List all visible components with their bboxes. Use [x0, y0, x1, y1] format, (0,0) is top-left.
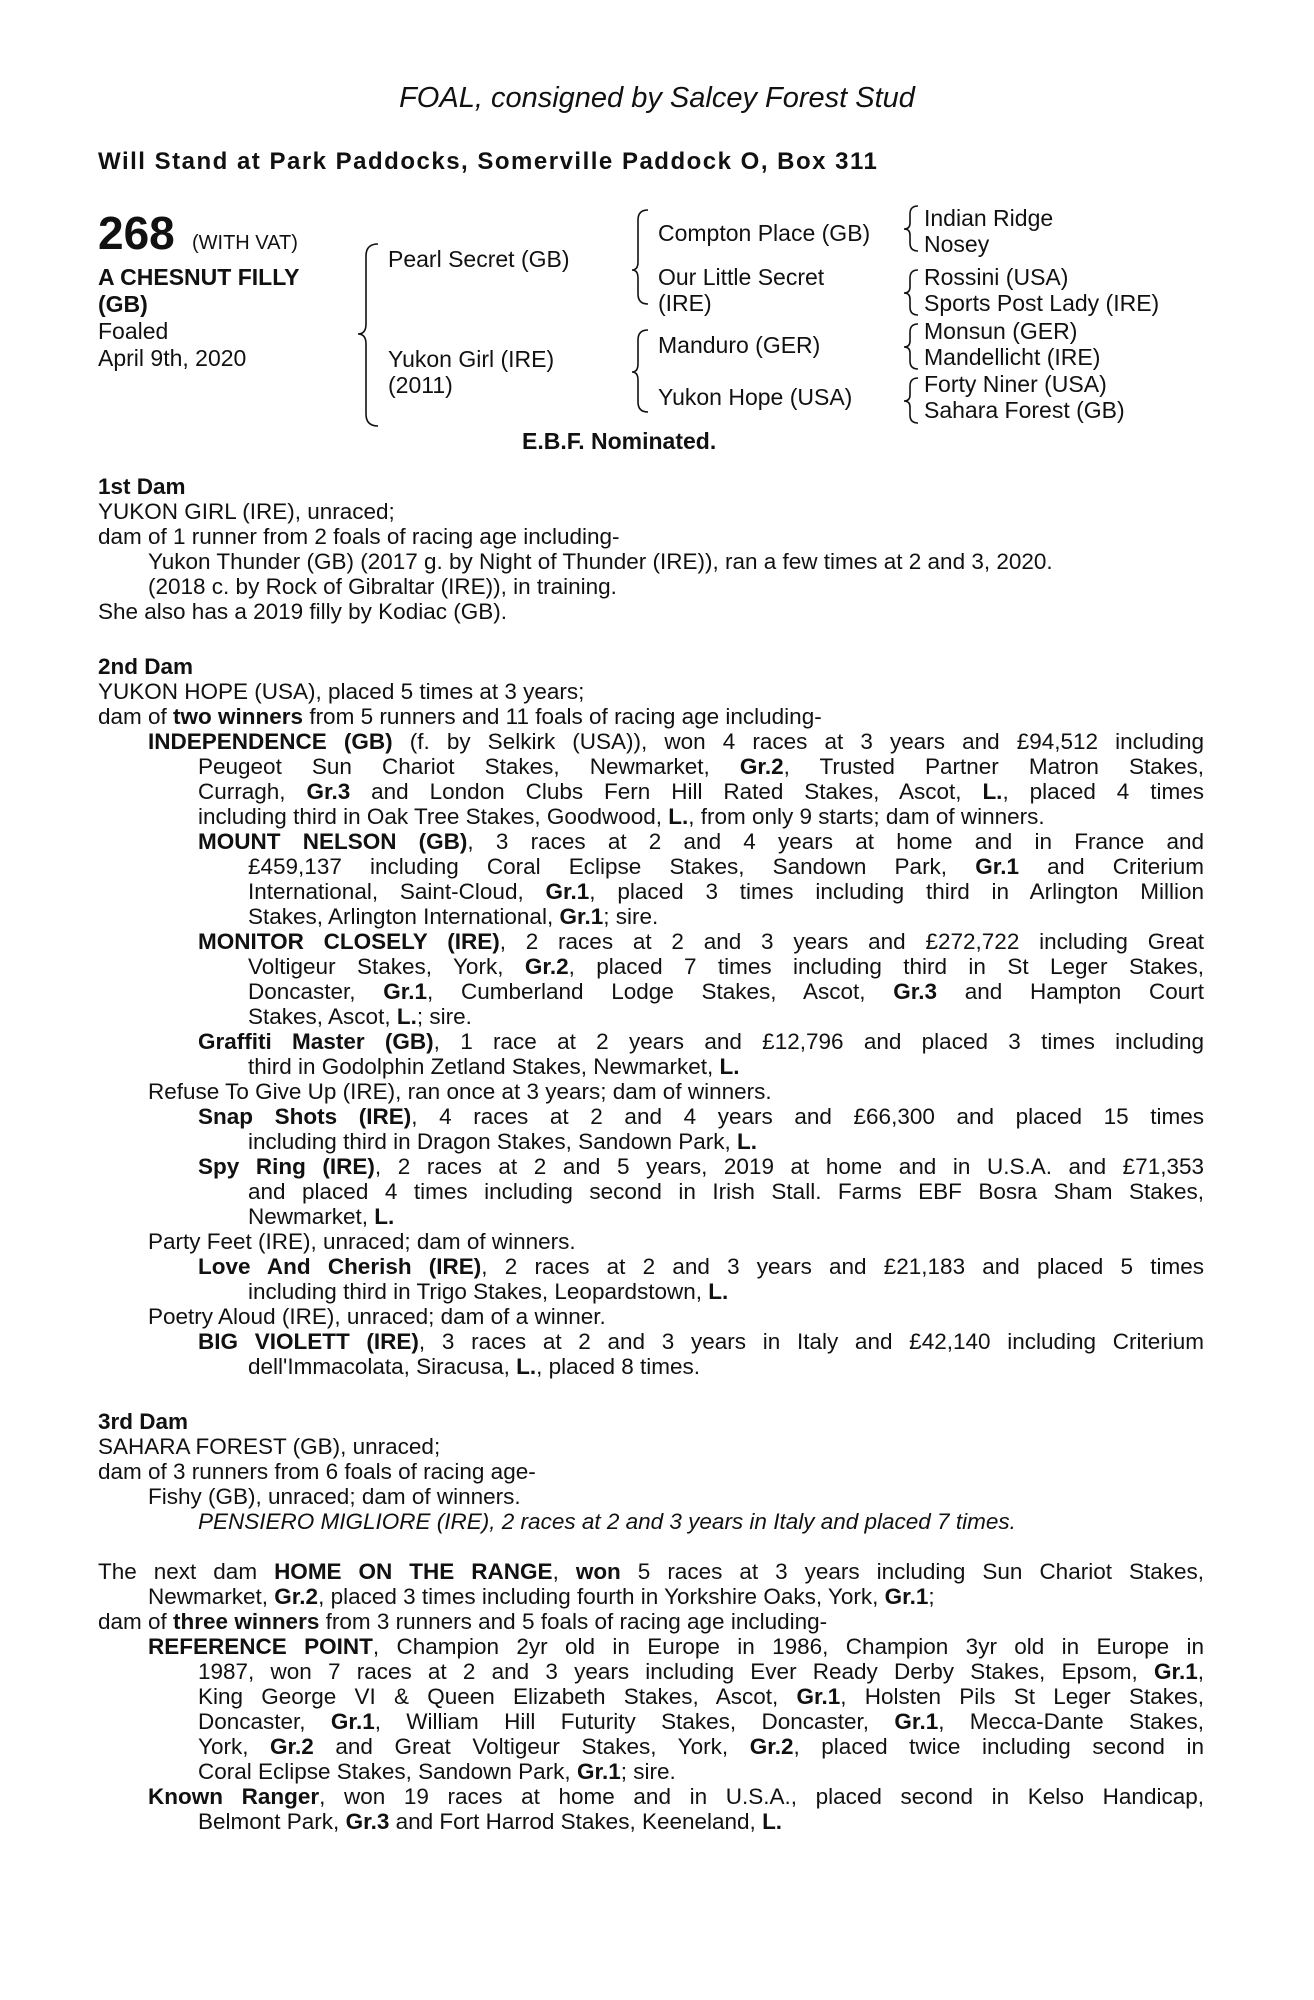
progeny-line: including third in Trigo Stakes, Leopardstown, L. [248, 1279, 729, 1304]
brace-gen2-dam [632, 330, 648, 412]
progeny-line: Poetry Aloud (IRE), unraced; dam of a winner. [148, 1304, 606, 1329]
progeny-line: Newmarket, L. [248, 1204, 395, 1229]
progeny-line: third in Godolphin Zetland Stakes, Newmarket, L. [248, 1054, 740, 1079]
second-dam-line: dam of two winners from 5 runners and 11 foals of racing age including- [98, 704, 822, 729]
brace-gen3-d [904, 378, 918, 423]
sire-sire: Compton Place (GB) [658, 220, 871, 246]
dam-sire-sire: Monsun (GER) [924, 318, 1078, 344]
sire-sire-dam: Nosey [924, 231, 990, 257]
lot-description-origin: (GB) [98, 291, 148, 317]
sire-dam-sire: Rossini (USA) [924, 264, 1069, 290]
progeny-line: Graffiti Master (GB), 1 race at 2 years and £12,796 and placed 3 times including [198, 1029, 1204, 1054]
third-dam-heading: 3rd Dam [98, 1409, 189, 1434]
progeny-line: Stakes, Ascot, L.; sire. [248, 1004, 472, 1029]
second-dam-heading: 2nd Dam [98, 654, 194, 679]
progeny-line: Coral Eclipse Stakes, Sandown Park, Gr.1; sire. [198, 1759, 676, 1784]
first-dam-line: dam of 1 runner from 2 foals of racing age including- [98, 524, 620, 549]
brace-gen3-c [904, 324, 918, 369]
sire-dam: Our Little Secret [658, 264, 825, 290]
progeny-line: including third in Oak Tree Stakes, Goodwood, L., from only 9 starts; dam of winners. [198, 804, 1045, 829]
progeny-line: £459,137 including Coral Eclipse Stakes, Sandown Park, Gr.1 and Criterium [248, 854, 1205, 879]
progeny-line: Doncaster, Gr.1, William Hill Futurity Stakes, Doncaster, Gr.1, Mecca-Dante Stakes, [198, 1709, 1205, 1734]
third-dam-line: Fishy (GB), unraced; dam of winners. [148, 1484, 521, 1509]
progeny-line: Refuse To Give Up (IRE), ran once at 3 years; dam of winners. [148, 1079, 772, 1104]
progeny-line: Love And Cherish (IRE), 2 races at 2 and 3 years and £21,183 and placed 5 times [198, 1254, 1204, 1279]
progeny-line: Voltigeur Stakes, York, Gr.2, placed 7 times including third in St Leger Stakes, [248, 954, 1204, 979]
progeny-line: dell'Immacolata, Siracusa, L., placed 8 times. [248, 1354, 700, 1379]
brace-gen1 [358, 244, 378, 426]
pedigree-braces [0, 0, 1314, 460]
progeny-line: including third in Dragon Stakes, Sandown Park, L. [248, 1129, 758, 1154]
lot-number: 268 [98, 207, 175, 259]
third-dam-line: dam of 3 runners from 6 foals of racing age- [98, 1459, 536, 1484]
progeny-line: Doncaster, Gr.1, Cumberland Lodge Stakes, Ascot, Gr.3 and Hampton Court [248, 979, 1204, 1004]
sire-dam-dam: Sports Post Lady (IRE) [924, 290, 1160, 316]
ebf-nominated: E.B.F. Nominated. [522, 428, 717, 454]
sire-sire-sire: Indian Ridge [924, 205, 1054, 231]
progeny-line: Curragh, Gr.3 and London Clubs Fern Hill Rated Stakes, Ascot, L., placed 4 times [198, 779, 1204, 804]
sire-dam-origin: (IRE) [658, 290, 712, 316]
next-dam-line: The next dam HOME ON THE RANGE, won 5 races at 3 years including Sun Chariot Stakes, [98, 1559, 1204, 1584]
progeny-line: INDEPENDENCE (GB) (f. by Selkirk (USA)), won 4 races at 3 years and £94,512 including [148, 729, 1204, 754]
sire: Pearl Secret (GB) [388, 246, 570, 272]
next-dam-line: dam of three winners from 3 runners and 5 foals of racing age including- [98, 1609, 828, 1634]
lot-description: A CHESNUT FILLY [98, 264, 300, 290]
progeny-line: York, Gr.2 and Great Voltigeur Stakes, York, Gr.2, placed twice including second in [198, 1734, 1205, 1759]
foaled-date: April 9th, 2020 [98, 345, 247, 371]
third-dam-line: SAHARA FOREST (GB), unraced; [98, 1434, 441, 1459]
progeny-line: BIG VIOLETT (IRE), 3 races at 2 and 3 years in Italy and £42,140 including Criterium [198, 1329, 1204, 1354]
progeny-line: King George VI & Queen Elizabeth Stakes, Ascot, Gr.1, Holsten Pils St Leger Stakes, [198, 1684, 1204, 1709]
progeny-line: MONITOR CLOSELY (IRE), 2 races at 2 and 3 years and £272,722 including Great [198, 929, 1204, 954]
first-dam-line: YUKON GIRL (IRE), unraced; [98, 499, 395, 524]
progeny-line: REFERENCE POINT, Champion 2yr old in Europe in 1986, Champion 3yr old in Europe in [148, 1634, 1204, 1659]
next-dam-line: Newmarket, Gr.2, placed 3 times including fourth in Yorkshire Oaks, York, Gr.1; [148, 1584, 935, 1609]
dam-dam-dam: Sahara Forest (GB) [924, 397, 1125, 423]
vat-label: (WITH VAT) [192, 232, 298, 254]
dam-year: (2011) [388, 372, 453, 398]
first-dam-line: Yukon Thunder (GB) (2017 g. by Night of Thunder (IRE)), ran a few times at 2 and 3, 2020. [148, 549, 1053, 574]
brace-gen2-sire [632, 210, 648, 304]
first-dam-line: She also has a 2019 filly by Kodiac (GB). [98, 599, 507, 624]
progeny-line: Spy Ring (IRE), 2 races at 2 and 5 years, 2019 at home and in U.S.A. and £71,353 [198, 1154, 1204, 1179]
dam-dam-sire: Forty Niner (USA) [924, 371, 1107, 397]
progeny-line: International, Saint-Cloud, Gr.1, placed 3 times including third in Arlington Million [248, 879, 1204, 904]
stand-location: Will Stand at Park Paddocks, Somerville Paddock O, Box 311 [98, 148, 879, 175]
progeny-line: and placed 4 times including second in Irish Stall. Farms EBF Bosra Sham Stakes, [248, 1179, 1204, 1204]
progeny-line: Stakes, Arlington International, Gr.1; sire. [248, 904, 659, 929]
dam-sire: Manduro (GER) [658, 332, 821, 358]
first-dam-heading: 1st Dam [98, 474, 186, 499]
brace-gen3-a [904, 206, 918, 251]
progeny-line: Party Feet (IRE), unraced; dam of winners. [148, 1229, 576, 1254]
progeny-line: Peugeot Sun Chariot Stakes, Newmarket, Gr.2, Trusted Partner Matron Stakes, [198, 754, 1205, 779]
progeny-line: Belmont Park, Gr.3 and Fort Harrod Stakes, Keeneland, L. [198, 1809, 783, 1834]
progeny-line: Snap Shots (IRE), 4 races at 2 and 4 years and £66,300 and placed 15 times [198, 1104, 1204, 1129]
dam-sire-dam: Mandellicht (IRE) [924, 344, 1101, 370]
dam-dam: Yukon Hope (USA) [658, 384, 853, 410]
progeny-line: MOUNT NELSON (GB), 3 races at 2 and 4 years at home and in France and [198, 829, 1204, 854]
progeny-line: 1987, won 7 races at 2 and 3 years including Ever Ready Derby Stakes, Epsom, Gr.1, [198, 1659, 1204, 1684]
brace-gen3-b [904, 270, 918, 315]
second-dam-line: YUKON HOPE (USA), placed 5 times at 3 years; [98, 679, 585, 704]
first-dam-line: (2018 c. by Rock of Gibraltar (IRE)), in training. [148, 574, 617, 599]
foaled-label: Foaled [98, 318, 169, 344]
dam: Yukon Girl (IRE) [388, 346, 555, 372]
page-title: FOAL, consigned by Salcey Forest Stud [399, 82, 915, 114]
third-dam-line: PENSIERO MIGLIORE (IRE), 2 races at 2 and 3 years in Italy and placed 7 times. [198, 1509, 1016, 1534]
progeny-line: Known Ranger, won 19 races at home and in U.S.A., placed second in Kelso Handicap, [148, 1784, 1204, 1809]
